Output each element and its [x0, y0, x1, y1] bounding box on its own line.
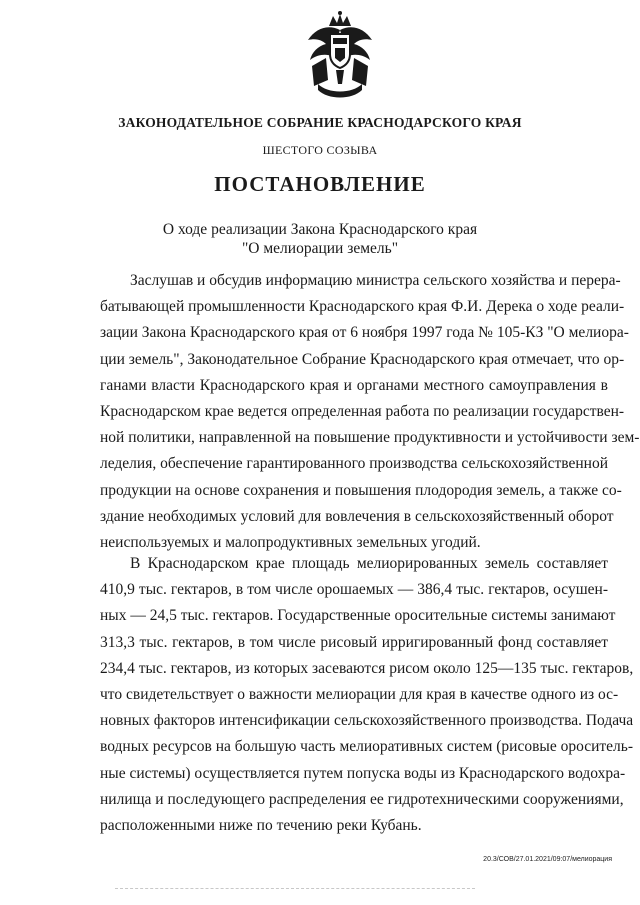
convocation: ШЕСТОГО СОЗЫВА	[262, 143, 378, 157]
text-line: Заслушав и обсудив информацию министра сельского хозяйства и перера-	[130, 272, 621, 289]
subject-line: "О мелиорации земель"	[241, 240, 399, 257]
text-line: здание необходимых условий для вовлечения в сельскохозяйственный оборот	[100, 507, 614, 525]
text-line: зации Закона Краснодарского края от 6 ноября 1997 года № 105-КЗ "О мелиора-	[100, 324, 629, 342]
text-line: ных — 24,5 тыс. гектаров. Государственные оросительные системы занимают	[100, 607, 616, 625]
text-line: батывающей промышленности Краснодарского края Ф.И. Дерека о ходе реали-	[100, 298, 625, 316]
document-code: 20.3/СОВ/27.01.2021/09:07/мелиорация	[483, 856, 612, 863]
document-subject	[0, 220, 640, 258]
subject-line: О ходе реализации Закона Краснодарского края	[162, 221, 478, 238]
text-line: неиспользуемых и малопродуктивных земельных угодий.	[100, 534, 481, 552]
text-line: ганами власти Краснодарского края и органами местного самоуправления в	[100, 376, 608, 394]
coat-of-arms-icon	[302, 10, 378, 100]
text-line: В Краснодарском крае площадь мелиорированных земель составляет	[130, 555, 608, 572]
text-line: продукции на основе сохранения и повышения плодородия земель, а также со-	[100, 481, 622, 499]
text-line: Краснодарском крае ведется определенная работа по реализации государствен-	[100, 403, 625, 421]
text-line: ной политики, направленной на повышение продуктивности и устойчивости зем-	[100, 429, 640, 447]
text-line: новных факторов интенсификации сельскохозяйственного производства. Подача	[100, 712, 634, 730]
text-line: ции земель", Законодательное Собрание Краснодарского края отмечает, что ор-	[100, 350, 625, 368]
scan-edge-divider	[115, 888, 475, 889]
paragraph-2	[100, 551, 634, 839]
text-line: ные системы) осуществляется путем попуска воды из Краснодарского водохра-	[100, 764, 626, 782]
text-line: что свидетельствует о важности мелиорации для края в качестве одного из ос-	[100, 686, 619, 704]
text-line: леделия, обеспечение гарантированного производства сельскохозяйственной	[100, 455, 608, 473]
text-line: 234,4 тыс. гектаров, из которых засеваются рисом около 125—135 тыс. гектаров,	[100, 659, 634, 677]
paragraph-1	[100, 268, 640, 556]
text-line: водных ресурсов на большую часть мелиоративных систем (рисовые ороситель-	[100, 738, 634, 756]
organization-name: ЗАКОНОДАТЕЛЬНОЕ СОБРАНИЕ КРАСНОДАРСКОГО КРАЯ	[118, 115, 522, 130]
text-line: 410,9 тыс. гектаров, в том числе орошаемых — 386,4 тыс. гектаров, осушен-	[100, 581, 608, 599]
text-line: 313,3 тыс. гектаров, в том числе рисовый ирригированный фонд составляет	[100, 633, 608, 651]
text-line: расположенными ниже по течению реки Кубань.	[100, 817, 422, 835]
document-title: ПОСТАНОВЛЕНИЕ	[214, 172, 426, 196]
text-line: нилища и последующего распределения ее гидротехническими сооружениями,	[100, 790, 624, 808]
